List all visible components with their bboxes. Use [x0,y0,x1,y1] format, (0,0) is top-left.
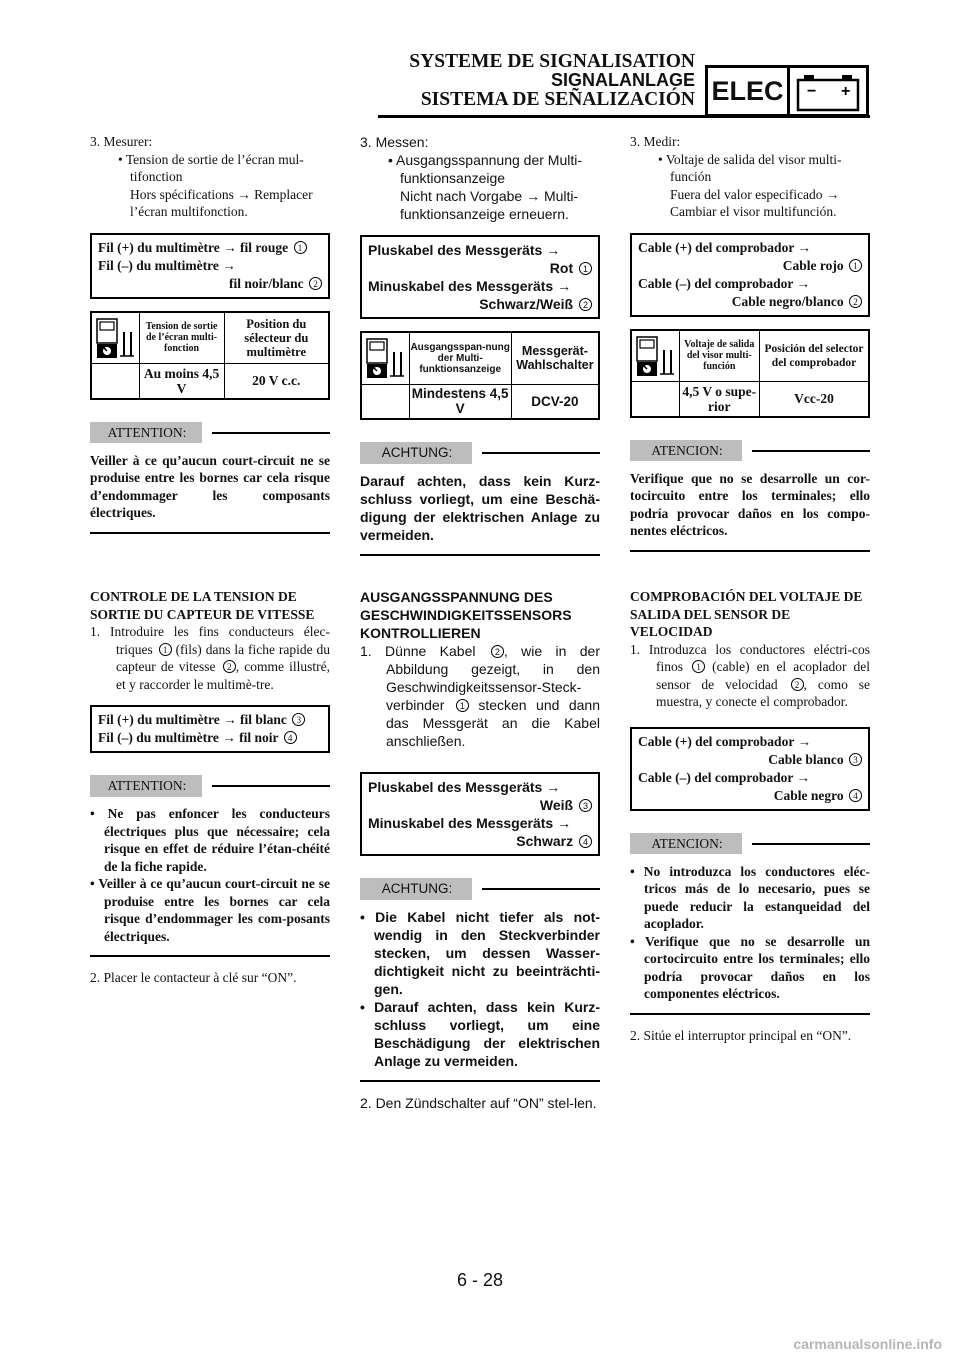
callout-number: 2 [309,277,322,290]
fr-spec-box-2: Fil (+) du multimètre → fil blanc 3 Fil (–) du multimètre → fil noir 4 [90,705,330,753]
fr-tbl-header-voltage: Tension de sortie de l’écran multi-fonction [139,312,224,364]
callout-number: 1 [159,643,172,656]
fr-caution-2-bullet-1: • Ne pas enfoncer les conducteurs électriques plus que nécessaire; cela risque en effet de réduire l’étan-chéité de la fiche rapide. [90,806,330,874]
de-caution-1-text: Darauf achten, dass kein Kurz-schluss vorliegt, um eine Beschä-digung der elektrischen Anlage zu vermeiden. [360,464,600,556]
callout-number: 4 [579,835,592,848]
es-caution-2-bullet-2: • Verifique que no se desarrolle un cortocircuito entre los terminales; ello podría provocar daños en los componentes eléctricos. [630,933,870,1001]
de-step3: 3. Messen: [360,134,429,150]
fr-step3-sub: Hors spécifications → Remplacer l’écran multifonction. [130,186,313,219]
column-de-top [360,133,600,556]
de-spec-box-2: Pluskabel des Messgeräts → Weiß 3 Minuskabel des Messgeräts → Schwarz 4 [360,772,600,856]
fr-box1-line1: Fil (+) du multimètre → fil rouge [98,239,289,255]
es-caution-2-bullet-1: • No introduzca los conductores eléc-tricos más de lo necesario, pues se puede reducir la estanqueidad del acoplador. [630,863,870,931]
callout-number: 2 [491,645,504,658]
de-caution-1 [360,442,600,556]
de-sec-step1: 1. Dünne Kabel 2 , wie in der Abbildung gezeigt, in den Geschwindigkeitssensor-Steck-verbinder 1 stecken und dann das Messgerät an die Kabel anschließen. [360,643,600,749]
battery-minus: − [807,83,817,100]
fr-step3: 3. Mesurer: [90,134,153,149]
de-section-title: AUSGANGSSPANNUNG DES GESCHWINDIGKEITSSENSORS KONTROLLIEREN [360,589,572,641]
callout-number: 1 [294,241,307,254]
callout-number: 1 [456,699,469,712]
multimeter-icon [91,312,139,364]
callout-number: 3 [292,713,305,726]
fr-section-title: CONTROLE DE LA TENSION DE SORTIE DU CAPTEUR DE VITESSE [90,589,315,622]
caution-label: ATENCION: [630,440,742,462]
es-tbl-value-selector: Vcc-20 [760,382,869,417]
callout-number: 1 [849,259,862,272]
battery-plus: + [841,83,851,100]
es-step2: 2. Sitúe el interruptor principal en “ON”. [630,1027,852,1043]
callout-number: 3 [849,753,862,766]
caution-label: ATTENTION: [90,422,202,444]
elec-label: ELEC [708,68,790,114]
caution-label: ACHTUNG: [360,442,472,464]
callout-number: 1 [692,660,705,673]
fr-caution-2-bullet-2: • Veiller à ce qu’aucun court-circuit ne se produise entre les bornes car cela risque d’endommager les com-posants électriques. [90,876,330,944]
es-step3-sub: Fuera del valor especificado → Cambiar el visor multifunción. [670,186,840,219]
column-fr-bottom [90,588,330,987]
es-spec-box-1: Cable (+) del comprobador → Cable rojo 1 Cable (–) del comprobador → Cable negro/blanco 2 [630,233,870,317]
callout-number: 1 [579,262,592,275]
callout-number: 4 [284,731,297,744]
callout-number: 2 [223,660,236,673]
de-spec-box-1: Pluskabel des Messgeräts → Rot 1 Minuskabel des Messgeräts → Schwarz/Weiß 2 [360,235,600,319]
de-tbl-header-selector: Messgerät-Wahlschalter [511,332,599,384]
title-fr: SYSTEME DE SIGNALISATION [409,51,695,72]
de-tbl-value-selector: DCV-20 [511,384,599,419]
fr-caution-2 [90,775,330,957]
de-spec-table [360,331,600,420]
es-caution-2 [630,833,870,1015]
column-es-top [630,133,870,552]
de-step3-bullet: • Ausgangsspannung der Multi-funktionsanzeige [388,152,583,186]
battery-icon [790,68,866,114]
column-de-bottom [360,588,600,1112]
callout-number: 3 [579,799,592,812]
caution-label: ACHTUNG: [360,878,472,900]
de-tbl-header-voltage: Ausgangsspan-nung der Multi-funktionsanzeige [409,332,511,384]
de-caution-2 [360,878,600,1082]
callout-number: 2 [579,298,592,311]
fr-tbl-value-selector: 20 V c.c. [224,364,329,399]
fr-spec-table [90,311,330,400]
multimeter-icon [631,330,679,382]
es-sec-step1: 1. Introduzca los conductores eléctri-cos finos 1 (cable) en el acoplador del sensor de velocidad 2 , como se muestra, y conecte el comprobador. [630,641,871,709]
caution-label: ATTENTION: [90,775,202,797]
multimeter-icon [361,332,409,384]
callout-number: 2 [791,678,804,691]
fr-box1-line3: fil noir/blanc [228,275,304,291]
es-caution-1 [630,440,870,552]
fr-caution-1-text: Veiller à ce qu’aucun court-circuit ne se produise entre les bornes car cela risque d’endommager les composants électriques. [90,444,330,534]
caution-label: ATENCION: [630,833,742,855]
column-es-bottom [630,588,870,1044]
title-es: SISTEMA DE SEÑALIZACIÓN [420,89,695,110]
es-step3: 3. Medir: [630,134,681,149]
footer-watermark: carmanualsonline.info [793,1336,942,1352]
header-titles [409,52,695,109]
fr-caution-1 [90,422,330,534]
fr-tbl-value-voltage: Au moins 4,5 V [139,364,224,399]
fr-box1-line2: Fil (–) du multimètre → [98,257,236,273]
callout-number: 4 [849,789,862,802]
title-de: SIGNALANLAGE [551,70,695,90]
de-caution-2-bullet-1: • Die Kabel nicht tiefer als not-wendig in den Steckverbinder stecken, um dessen Wasser-dichtigkeit nicht zu beeinträchti-gen. [360,909,600,997]
column-fr-top [90,133,330,534]
callout-number: 2 [849,295,862,308]
de-caution-2-bullet-2: • Darauf achten, dass kein Kurz-schluss vorliegt, um eine Beschädigung der elektrischen Anlage zu vermeiden. [360,999,600,1069]
de-step3-sub: Nicht nach Vorgabe → Multi-funktionsanzeige erneuern. [400,188,579,222]
es-section-title: COMPROBACIÓN DEL VOLTAJE DE SALIDA DEL SENSOR DE VELOCIDAD [630,589,863,639]
es-caution-1-text: Verifique que no se desarrolle un cor-tocircuito entre los terminales; ello podría provocar daños en los compo-nentes eléctricos. [630,462,870,552]
de-tbl-value-voltage: Mindestens 4,5 V [409,384,511,419]
fr-sec-step1: 1. Introduire les fins conducteurs élec-triques 1 (fils) dans la fiche rapide du capteur de vitesse 2 , comme illustré, et y raccorder le multimè-tre. [90,624,331,692]
es-tbl-header-selector: Posición del selector del comprobador [760,330,869,382]
page-number: 6 - 28 [456,1270,504,1290]
de-step2: 2. Den Zündschalter auf “ON” stel-len. [360,1095,597,1111]
fr-step2: 2. Placer le contacteur à clé sur “ON”. [90,970,297,985]
es-tbl-value-voltage: 4,5 V o supe-rior [679,382,760,417]
fr-tbl-header-selector: Position du sélecteur du multimètre [224,312,329,364]
es-spec-box-2: Cable (+) del comprobador → Cable blanco 3 Cable (–) del comprobador → Cable negro 4 [630,727,870,811]
fr-spec-box-1 [90,233,330,299]
fr-step3-bullet: • Tension de sortie de l’écran mul-tifonction [118,151,304,184]
es-spec-table [630,329,870,418]
es-tbl-header-voltage: Voltaje de salida del visor multi-función [679,330,760,382]
elec-badge [705,65,869,117]
es-step3-bullet: • Voltaje de salida del visor multi-función [658,151,842,184]
